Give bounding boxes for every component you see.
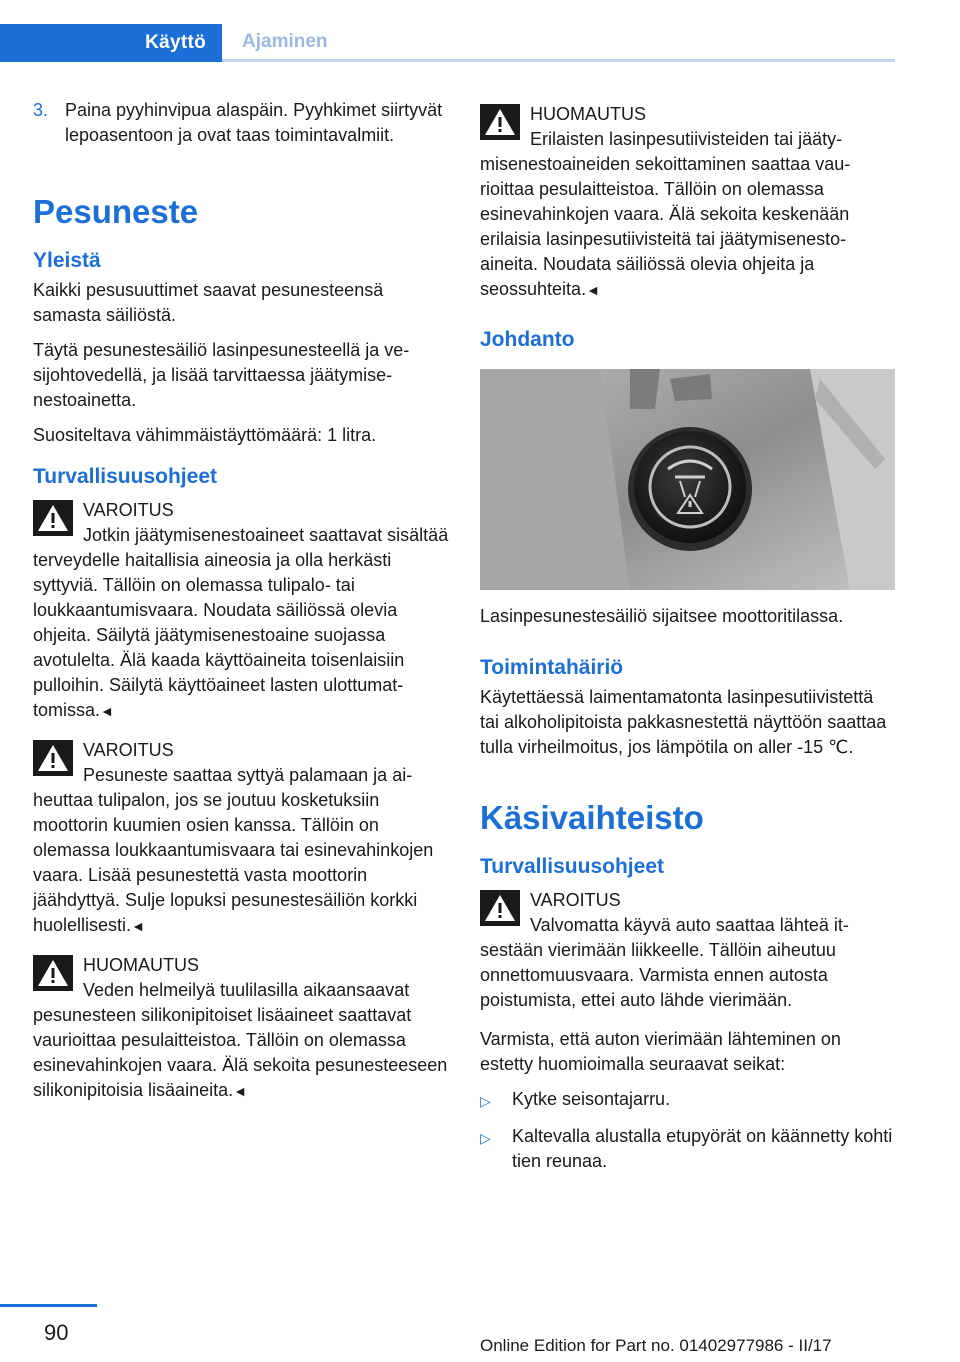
warning-triangle-icon	[480, 890, 520, 926]
warning-block	[480, 888, 896, 1013]
warning-triangle-icon	[480, 104, 520, 140]
tab-ajaminen[interactable]: Ajaminen	[222, 24, 895, 62]
paragraph: Varmista, että auton vierimään lähteminen on estetty huomioimalla seuraavat seikat:	[480, 1029, 841, 1074]
list-item-text: Kytke seisontajarru.	[512, 1089, 671, 1109]
step-number: 3.	[33, 100, 49, 120]
paragraph: Suositeltava vähimmäistäyttömäärä: 1 litra.	[33, 425, 377, 445]
photo-caption: Lasinpesunestesäiliö sijaitsee moottoritilassa.	[480, 606, 844, 626]
notice-block	[33, 953, 449, 1104]
end-marker-icon: ◄	[586, 282, 600, 298]
warning-block	[33, 498, 449, 724]
washer-reservoir-photo	[480, 369, 895, 590]
warning-heading: VAROITUS	[530, 890, 621, 910]
list-item	[480, 1087, 896, 1114]
subsection-title-yleista: Yleistä	[33, 249, 101, 272]
notice-text: Veden helmeilyä tuulilasilla aikaansaavat pesunesteen silikonipitoiset lisäaineet saattavat vaurioittaa pesulaitteistoa. Tällöin on olemassa esinevahinkojen vaara. Älä sekoita pesunesteeseen silikonipitoisia lisäaineita.	[33, 980, 448, 1100]
end-marker-icon: ◄	[233, 1083, 247, 1099]
page-number: 90	[44, 1320, 69, 1345]
section-title-pesuneste: Pesuneste	[33, 193, 199, 230]
subsection-title-toimintahairio: Toimintahäiriö	[480, 656, 624, 679]
footer-accent-line	[0, 1304, 97, 1307]
paragraph: Täytä pesunestesäiliö lasinpesunesteellä ja vesijohtovedellä, ja lisää tarvittaessa jäätymisenestoainetta.	[33, 340, 410, 410]
subsection-title-johdanto: Johdanto	[480, 328, 575, 351]
warning-triangle-icon	[33, 740, 73, 776]
warning-block	[33, 738, 449, 939]
warning-triangle-icon	[33, 955, 73, 991]
list-item	[480, 1124, 896, 1174]
footer-edition: Online Edition for Part no. 01402977986 - II/17	[480, 1336, 832, 1355]
header-tabs	[0, 24, 895, 62]
warning-text: Valvomatta käyvä auto saattaa lähteä itsestään vierimään liikkeelle. Tällöin aiheutuu onnettomuusvaara. Varmista ennen autosta poistumista, ettei auto lähde vierimään.	[480, 915, 849, 1010]
subsection-title-turvallisuusohjeet: Turvallisuusohjeet	[480, 855, 664, 878]
notice-block	[480, 102, 896, 303]
list-item-text: Kaltevalla alustalla etupyörät on käännetty kohti tien reunaa.	[512, 1126, 893, 1171]
end-marker-icon: ◄	[100, 703, 114, 719]
section-title-kasivaihteisto: Käsivaihteisto	[480, 799, 704, 836]
end-marker-icon: ◄	[131, 918, 145, 934]
paragraph: Käytettäessä laimentamatonta lasinpesutiivistettä tai alkoholipitoista pakkasnestettä näyttöön saattaa tulla virheilmoitus, jos lämpötila on aller -15 ℃.	[480, 687, 887, 757]
warning-triangle-icon	[33, 500, 73, 536]
step-3	[33, 98, 449, 148]
bullet-triangle-icon: ▷	[480, 1130, 491, 1146]
right-column	[480, 98, 896, 1184]
notice-heading: HUOMAUTUS	[530, 104, 646, 124]
left-column	[33, 98, 449, 1118]
warning-text: Pesuneste saattaa syttyä palamaan ja aiheuttaa tulipalon, jos se joutuu kosketuksiin moottorin kuumien osien kanssa. Tällöin on olemassa loukkaantumisvaara tai esinevahinkojen vaara. Lisää pesunestettä vasta moottorin jäähdyttyä. Sulje lopuksi pesunestesäiliön korkki huolellisesti.	[33, 765, 434, 935]
bullet-triangle-icon: ▷	[480, 1093, 491, 1109]
warning-heading: VAROITUS	[83, 500, 174, 520]
paragraph: Kaikki pesusuuttimet saavat pesunesteensä samasta säiliöstä.	[33, 280, 384, 325]
warning-text: Jotkin jäätymisenestoaineet saattavat sisältää terveydelle haitallisia aineosia ja olla herkästi syttyviä. Tällöin on olemassa tulipalo- tai loukkaantumisvaara. Noudata säiliössä olevia ohjeita. Säilytä jäätymisenestoaine suojassa avotulelta. Älä kaada käyttöaineita toisenlaisiin pulloihin. Säilytä käyttöaineet lasten ulottumattomissa.	[33, 525, 449, 720]
subsection-title-turvallisuusohjeet: Turvallisuusohjeet	[33, 465, 217, 488]
notice-heading: HUOMAUTUS	[83, 955, 199, 975]
warning-heading: VAROITUS	[83, 740, 174, 760]
step-text: Paina pyyhinvipua alaspäin. Pyyhkimet siirtyvät lepoasentoon ja ovat taas toimintavalmiit.	[65, 100, 443, 145]
tab-kaytto[interactable]: Käyttö	[0, 24, 222, 62]
notice-text: Erilaisten lasinpesutiivisteiden tai jäätymisenestoaineiden sekoittaminen saattaa vaurioittaa pesulaitteistoa. Tällöin on olemassa esinevahinkojen vaara. Älä sekoita keskenään erilaisia lasinpesutiivisteitä tai jäätymisenestoaineita. Noudata säiliössä olevia ohjeita ja seossuhteita.	[480, 129, 851, 299]
